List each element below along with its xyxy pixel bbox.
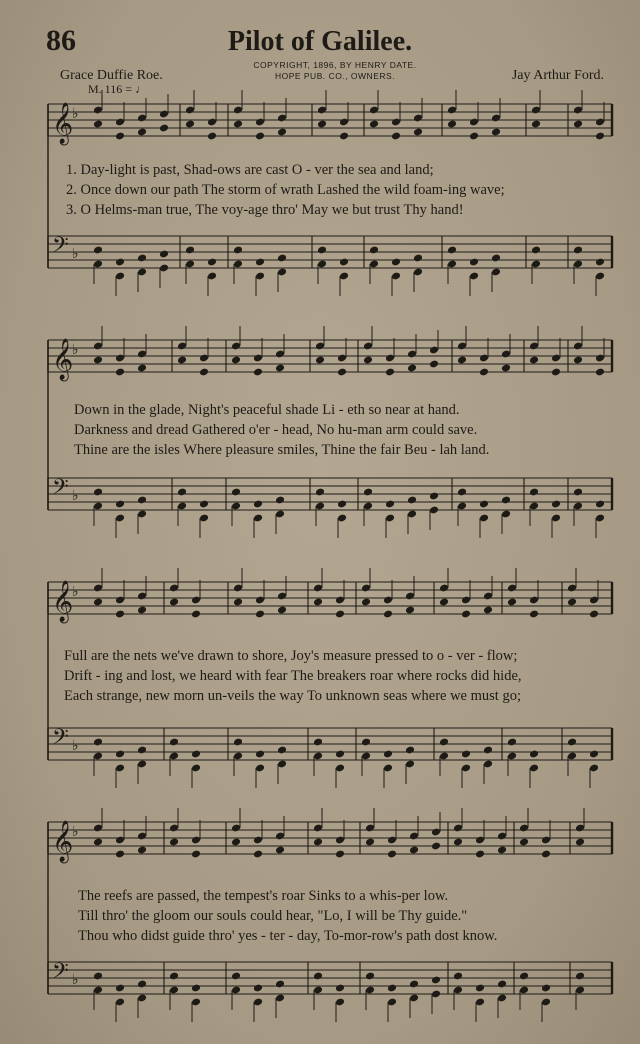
note-head xyxy=(363,488,373,497)
note-head xyxy=(275,496,285,505)
note-head xyxy=(115,368,125,377)
note-head xyxy=(541,984,551,993)
note-head xyxy=(137,128,147,137)
note-head xyxy=(461,750,471,759)
note-head xyxy=(255,750,265,759)
treble-clef: 𝄞 xyxy=(52,821,74,862)
note-head xyxy=(531,120,541,129)
note-head xyxy=(93,838,103,847)
note-head xyxy=(447,120,457,129)
flat-sign: ♭ xyxy=(72,342,79,358)
note-head xyxy=(439,738,449,747)
note-head xyxy=(551,368,561,377)
note-head xyxy=(275,364,285,373)
note-head xyxy=(387,850,397,859)
note-head xyxy=(497,980,507,989)
note-head xyxy=(531,246,541,255)
note-head xyxy=(429,492,439,501)
note-head xyxy=(93,972,103,981)
note-head xyxy=(529,610,539,619)
note-head xyxy=(507,598,517,607)
note-head xyxy=(391,132,401,141)
note-head xyxy=(407,364,417,373)
note-head xyxy=(335,984,345,993)
note-head xyxy=(185,120,195,129)
note-head xyxy=(159,124,169,133)
note-head xyxy=(567,738,577,747)
note-head xyxy=(453,838,463,847)
note-head xyxy=(595,368,605,377)
note-head xyxy=(115,984,125,993)
note-head xyxy=(277,128,287,137)
copyright-line-2: HOPE PUB. CO., OWNERS. xyxy=(274,71,396,81)
note-head xyxy=(277,746,287,755)
note-head xyxy=(313,598,323,607)
note-head xyxy=(255,132,265,141)
note-head xyxy=(233,598,243,607)
treble-clef: 𝄞 xyxy=(52,103,74,144)
flat-sign: ♭ xyxy=(72,824,79,840)
note-head xyxy=(277,254,287,263)
lyric-line-verse-2: Till thro' the gloom our souls could hear, "Lo, I will be Thy guide." xyxy=(78,908,468,924)
note-head xyxy=(231,356,241,365)
note-head xyxy=(313,972,323,981)
note-head xyxy=(575,972,585,981)
note-head xyxy=(365,972,375,981)
note-head xyxy=(207,132,217,141)
note-head xyxy=(115,750,125,759)
note-head xyxy=(191,850,201,859)
lyric-line-verse-3: Each strange, new morn un-veils the way To unknown seas where we must go; xyxy=(64,688,521,704)
note-head xyxy=(277,606,287,615)
note-head xyxy=(137,364,147,373)
note-head xyxy=(233,738,243,747)
note-head xyxy=(387,984,397,993)
note-head xyxy=(337,500,347,509)
treble-clef: 𝄞 xyxy=(52,581,74,622)
note-head xyxy=(93,356,103,365)
note-head xyxy=(483,606,493,615)
note-head xyxy=(407,496,417,505)
note-head xyxy=(575,838,585,847)
flat-sign: ♭ xyxy=(72,246,79,262)
note-head xyxy=(447,246,457,255)
note-head xyxy=(115,132,125,141)
note-head xyxy=(409,846,419,855)
note-head xyxy=(519,838,529,847)
lyric-line-verse-2: 2. Once down our path The storm of wrath Lashed the wild foam-ing wave; xyxy=(66,182,505,198)
note-head xyxy=(137,254,147,263)
lyric-line-verse-2: Darkness and dread Gathered o'er - head, No hu-man arm could save. xyxy=(74,422,478,438)
note-head xyxy=(275,846,285,855)
note-head xyxy=(519,972,529,981)
note-head xyxy=(191,984,201,993)
note-head xyxy=(253,850,263,859)
note-head xyxy=(475,984,485,993)
note-head xyxy=(313,738,323,747)
note-head xyxy=(385,368,395,377)
note-head xyxy=(317,246,327,255)
note-head xyxy=(159,250,169,259)
note-head xyxy=(479,500,489,509)
note-head xyxy=(507,738,517,747)
note-head xyxy=(255,610,265,619)
note-head xyxy=(169,598,179,607)
bass-clef: 𝄢 xyxy=(52,475,69,505)
note-head xyxy=(253,984,263,993)
note-head xyxy=(567,598,577,607)
note-head xyxy=(115,258,125,267)
lyric-line-verse-2: Drift - ing and lost, we heard with fear The breakers roar where rocks did hide, xyxy=(64,668,522,684)
note-head xyxy=(429,360,439,369)
lyric-line-verse-1: Full are the nets we've drawn to shore, Joy's measure pressed to o - ver - flow; xyxy=(64,648,518,664)
note-head xyxy=(93,246,103,255)
note-head xyxy=(529,750,539,759)
flat-sign: ♭ xyxy=(72,972,79,988)
copyright-line-1: COPYRIGHT, 1896, BY HENRY DATE. xyxy=(253,60,417,70)
note-head xyxy=(483,746,493,755)
note-head xyxy=(469,258,479,267)
treble-clef: 𝄞 xyxy=(52,339,74,380)
note-head xyxy=(475,850,485,859)
hymn-number: 86 xyxy=(46,24,76,57)
note-head xyxy=(365,838,375,847)
lyric-line-verse-1: 1. Day-light is past, Shad-ows are cast O - ver the sea and land; xyxy=(66,162,434,178)
lyricist-credit: Grace Duffie Roe. xyxy=(60,68,163,83)
note-head xyxy=(337,368,347,377)
note-head xyxy=(335,610,345,619)
note-head xyxy=(595,500,605,509)
note-head xyxy=(551,500,561,509)
note-head xyxy=(573,356,583,365)
note-head xyxy=(315,356,325,365)
note-head xyxy=(479,368,489,377)
bass-clef: 𝄢 xyxy=(52,959,69,989)
lyric-line-verse-1: Down in the glade, Night's peaceful shade Li - eth so near at hand. xyxy=(74,402,460,418)
note-head xyxy=(361,598,371,607)
note-head xyxy=(169,738,179,747)
note-head xyxy=(589,610,599,619)
note-head xyxy=(413,254,423,263)
note-head xyxy=(529,488,539,497)
note-head xyxy=(115,610,125,619)
note-head xyxy=(233,246,243,255)
note-head xyxy=(275,980,285,989)
note-head xyxy=(391,258,401,267)
note-head xyxy=(491,254,501,263)
note-head xyxy=(529,356,539,365)
note-head xyxy=(115,850,125,859)
note-head xyxy=(339,132,349,141)
note-head xyxy=(361,738,371,747)
note-head xyxy=(315,488,325,497)
note-head xyxy=(191,750,201,759)
note-head xyxy=(255,258,265,267)
note-head xyxy=(369,246,379,255)
note-head xyxy=(169,838,179,847)
note-head xyxy=(405,746,415,755)
note-head xyxy=(253,368,263,377)
note-head xyxy=(363,356,373,365)
note-head xyxy=(497,846,507,855)
note-head xyxy=(383,610,393,619)
note-head xyxy=(461,610,471,619)
note-head xyxy=(137,980,147,989)
note-head xyxy=(207,258,217,267)
note-head xyxy=(313,838,323,847)
lyric-line-verse-3: 3. O Helms-man true, The voy-age thro' May we but trust Thy hand! xyxy=(66,202,464,218)
bass-clef: 𝄢 xyxy=(52,233,69,263)
note-head xyxy=(335,750,345,759)
note-head xyxy=(457,488,467,497)
note-head xyxy=(457,356,467,365)
note-head xyxy=(541,850,551,859)
note-head xyxy=(383,750,393,759)
note-head xyxy=(253,500,263,509)
bass-clef: 𝄢 xyxy=(52,725,69,755)
note-head xyxy=(233,120,243,129)
note-head xyxy=(501,496,511,505)
note-head xyxy=(439,598,449,607)
lyric-line-verse-3: Thou who didst guide thro' yes - ter - day, To-mor-row's path dost know. xyxy=(78,928,498,944)
flat-sign: ♭ xyxy=(72,738,79,754)
note-head xyxy=(589,750,599,759)
note-head xyxy=(93,488,103,497)
lyric-line-verse-1: The reefs are passed, the tempest's roar Sinks to a whis-per low. xyxy=(78,888,449,904)
note-head xyxy=(595,132,605,141)
note-head xyxy=(199,368,209,377)
note-head xyxy=(369,120,379,129)
hymn-title: Pilot of Galilee. xyxy=(227,26,413,57)
note-head xyxy=(191,610,201,619)
note-head xyxy=(595,258,605,267)
note-head xyxy=(137,496,147,505)
note-head xyxy=(137,746,147,755)
note-head xyxy=(231,838,241,847)
note-head xyxy=(469,132,479,141)
note-head xyxy=(339,258,349,267)
note-head xyxy=(573,120,583,129)
note-head xyxy=(431,976,441,985)
tempo-marking: M. 116 = ♩ xyxy=(88,82,147,96)
note-head xyxy=(177,488,187,497)
note-head xyxy=(185,246,195,255)
note-head xyxy=(231,972,241,981)
note-head xyxy=(169,972,179,981)
note-head xyxy=(453,972,463,981)
note-head xyxy=(431,842,441,851)
note-head xyxy=(573,246,583,255)
note-head xyxy=(177,356,187,365)
note-head xyxy=(317,120,327,129)
note-head xyxy=(115,500,125,509)
note-head xyxy=(405,606,415,615)
note-head xyxy=(93,598,103,607)
note-head xyxy=(93,120,103,129)
note-head xyxy=(573,488,583,497)
note-head xyxy=(199,500,209,509)
note-head xyxy=(409,980,419,989)
flat-sign: ♭ xyxy=(72,584,79,600)
note-head xyxy=(137,846,147,855)
note-head xyxy=(93,738,103,747)
note-head xyxy=(501,364,511,373)
flat-sign: ♭ xyxy=(72,106,79,122)
note-head xyxy=(491,128,501,137)
note-head xyxy=(231,488,241,497)
note-head xyxy=(137,606,147,615)
composer-credit: Jay Arthur Ford. xyxy=(511,68,604,83)
flat-sign: ♭ xyxy=(72,488,79,504)
lyric-line-verse-3: Thine are the isles Where pleasure smiles, Thine the fair Beu - lah land. xyxy=(74,442,490,458)
note-head xyxy=(385,500,395,509)
note-head xyxy=(335,850,345,859)
note-head xyxy=(413,128,423,137)
